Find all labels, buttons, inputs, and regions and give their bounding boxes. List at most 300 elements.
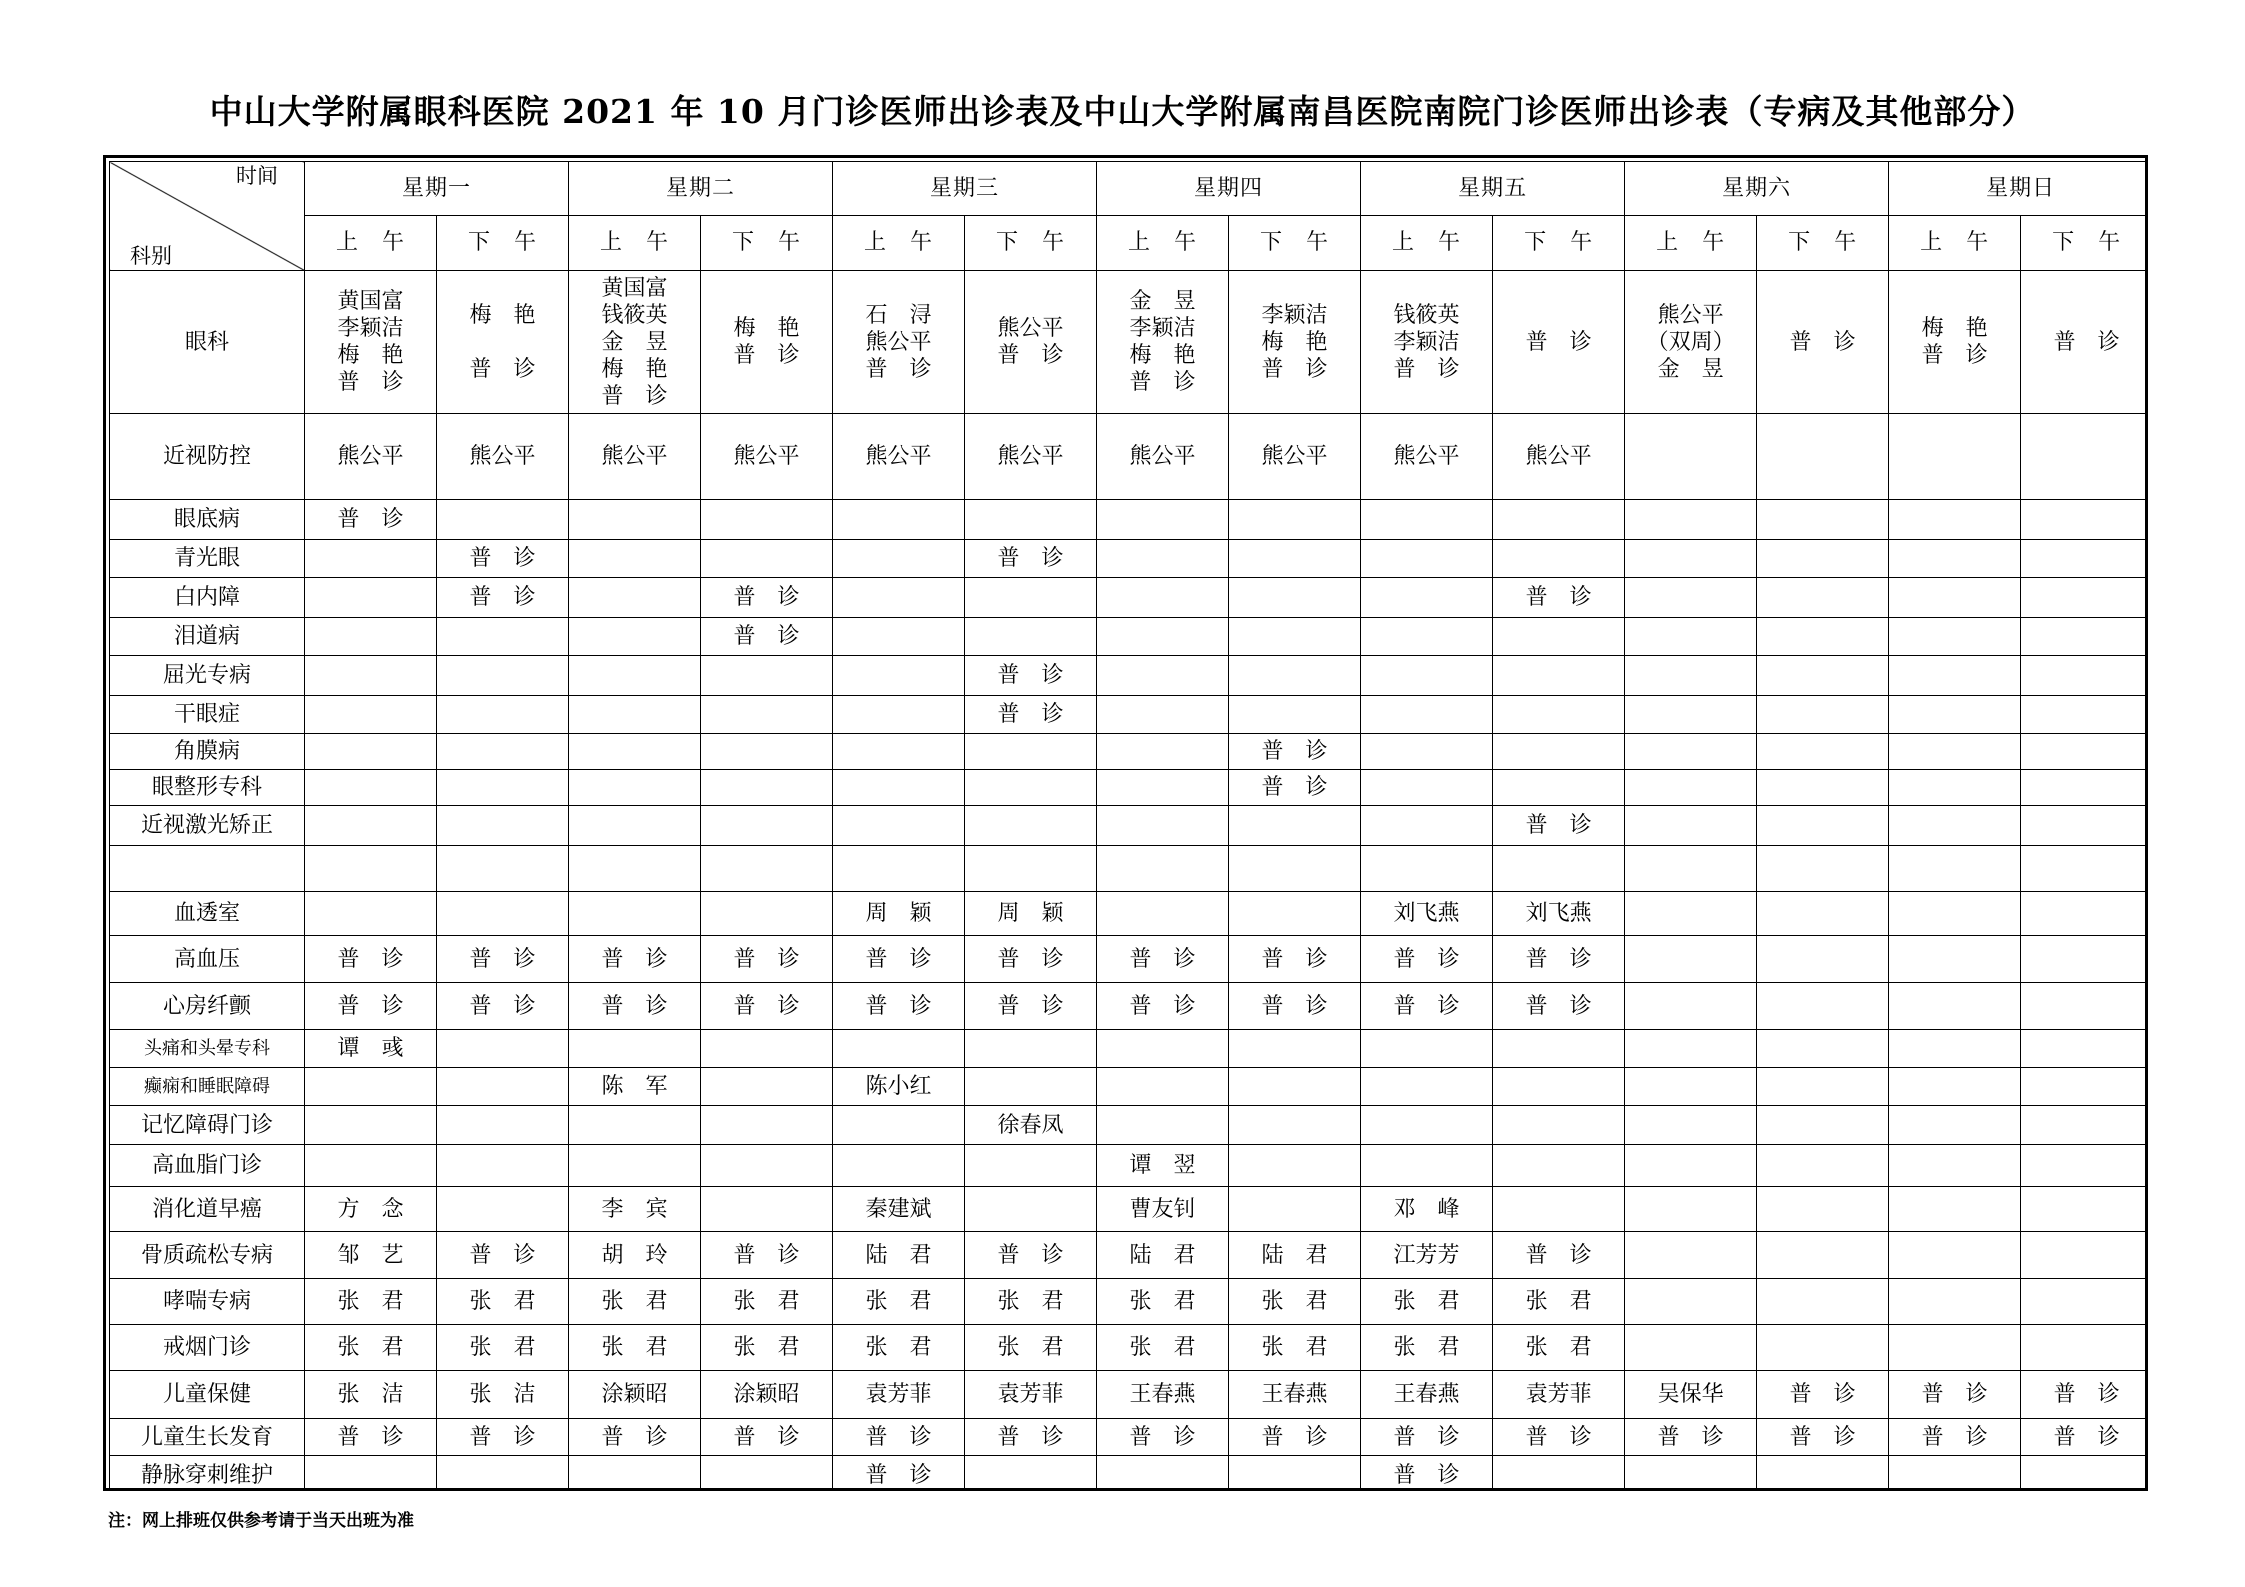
schedule-cell bbox=[1493, 696, 1625, 734]
department-label: 眼底病 bbox=[110, 500, 305, 540]
schedule-cell bbox=[1889, 983, 2021, 1030]
schedule-sheet bbox=[103, 155, 2148, 1491]
schedule-cell bbox=[965, 578, 1097, 618]
schedule-cell: 梅 艳 普 诊 bbox=[1889, 271, 2021, 414]
schedule-cell bbox=[965, 770, 1097, 806]
schedule-row bbox=[110, 1325, 2149, 1371]
schedule-cell bbox=[701, 1106, 833, 1145]
schedule-cell: 谭 翌 bbox=[1097, 1145, 1229, 1187]
schedule-cell: 普 诊 bbox=[437, 1419, 569, 1456]
schedule-cell bbox=[1097, 770, 1229, 806]
schedule-cell: 普 诊 bbox=[1889, 1419, 2021, 1456]
schedule-cell bbox=[1229, 1456, 1361, 1492]
schedule-cell bbox=[437, 806, 569, 846]
half-header-pm: 下 午 bbox=[1229, 215, 1361, 270]
schedule-cell bbox=[1757, 618, 1889, 656]
schedule-cell: 普 诊 bbox=[1361, 983, 1493, 1030]
schedule-cell bbox=[1361, 696, 1493, 734]
schedule-cell bbox=[2021, 618, 2148, 656]
schedule-cell bbox=[2021, 1325, 2148, 1371]
schedule-cell bbox=[1625, 540, 1757, 578]
schedule-cell: 江芳芳 bbox=[1361, 1232, 1493, 1279]
schedule-cell: 熊公平 bbox=[305, 414, 437, 500]
schedule-row bbox=[110, 1279, 2149, 1325]
schedule-cell bbox=[2021, 1145, 2148, 1187]
department-label: 血透室 bbox=[110, 892, 305, 936]
department-label: 高血压 bbox=[110, 936, 305, 983]
schedule-row bbox=[110, 500, 2149, 540]
schedule-cell: 普 诊 bbox=[833, 1456, 965, 1492]
schedule-cell bbox=[569, 1106, 701, 1145]
schedule-cell bbox=[1229, 1068, 1361, 1106]
schedule-row bbox=[110, 1068, 2149, 1106]
schedule-cell bbox=[2021, 1187, 2148, 1232]
schedule-row bbox=[110, 1456, 2149, 1492]
schedule-cell bbox=[1097, 734, 1229, 770]
schedule-cell bbox=[1097, 846, 1229, 892]
schedule-cell bbox=[1097, 892, 1229, 936]
schedule-cell bbox=[833, 578, 965, 618]
schedule-cell bbox=[569, 734, 701, 770]
schedule-cell bbox=[1625, 696, 1757, 734]
schedule-cell: 普 诊 bbox=[701, 618, 833, 656]
schedule-cell: 张 君 bbox=[1229, 1279, 1361, 1325]
schedule-row bbox=[110, 656, 2149, 696]
schedule-cell bbox=[305, 578, 437, 618]
department-label: 角膜病 bbox=[110, 734, 305, 770]
schedule-cell: 涂颖昭 bbox=[701, 1371, 833, 1419]
schedule-cell: 周 颖 bbox=[833, 892, 965, 936]
schedule-row bbox=[110, 1371, 2149, 1419]
department-label: 高血脂门诊 bbox=[110, 1145, 305, 1187]
schedule-cell: 邹 艺 bbox=[305, 1232, 437, 1279]
schedule-cell bbox=[1361, 1145, 1493, 1187]
schedule-cell: 普 诊 bbox=[965, 656, 1097, 696]
department-label: 儿童保健 bbox=[110, 1371, 305, 1419]
schedule-cell bbox=[1625, 1456, 1757, 1492]
schedule-cell bbox=[1757, 1068, 1889, 1106]
schedule-cell: 张 君 bbox=[1493, 1279, 1625, 1325]
schedule-cell bbox=[1889, 696, 2021, 734]
schedule-cell: 普 诊 bbox=[569, 1419, 701, 1456]
schedule-cell: 普 诊 bbox=[1361, 1456, 1493, 1492]
schedule-cell bbox=[833, 806, 965, 846]
schedule-cell bbox=[701, 1145, 833, 1187]
department-label: 眼科 bbox=[110, 271, 305, 414]
schedule-cell bbox=[1229, 1030, 1361, 1068]
schedule-cell bbox=[569, 696, 701, 734]
schedule-cell bbox=[1097, 1068, 1229, 1106]
schedule-cell bbox=[1493, 656, 1625, 696]
schedule-cell bbox=[437, 1030, 569, 1068]
schedule-cell bbox=[1757, 936, 1889, 983]
schedule-cell bbox=[965, 618, 1097, 656]
schedule-cell bbox=[965, 1145, 1097, 1187]
schedule-cell bbox=[833, 846, 965, 892]
schedule-cell bbox=[437, 1106, 569, 1145]
schedule-cell bbox=[1493, 618, 1625, 656]
half-header-pm: 下 午 bbox=[701, 215, 833, 270]
schedule-cell bbox=[1757, 846, 1889, 892]
schedule-cell: 普 诊 bbox=[701, 1419, 833, 1456]
schedule-cell: 普 诊 bbox=[1229, 936, 1361, 983]
schedule-row bbox=[110, 983, 2149, 1030]
schedule-cell bbox=[965, 846, 1097, 892]
schedule-cell: 吴保华 bbox=[1625, 1371, 1757, 1419]
schedule-cell bbox=[701, 696, 833, 734]
schedule-cell bbox=[1757, 1106, 1889, 1145]
schedule-cell: 张 洁 bbox=[437, 1371, 569, 1419]
department-label: 儿童生长发育 bbox=[110, 1419, 305, 1456]
schedule-cell bbox=[1889, 1068, 2021, 1106]
department-label: 眼整形专科 bbox=[110, 770, 305, 806]
half-header-am: 上 午 bbox=[1361, 215, 1493, 270]
schedule-cell bbox=[437, 734, 569, 770]
schedule-cell: 普 诊 bbox=[1493, 806, 1625, 846]
schedule-cell bbox=[569, 806, 701, 846]
schedule-cell bbox=[701, 540, 833, 578]
schedule-cell bbox=[305, 846, 437, 892]
page-title: 中山大学附属眼科医院 2021 年 10 月门诊医师出诊表及中山大学附属南昌医院南院门诊医师出诊表（专病及其他部分） bbox=[209, 92, 2036, 131]
schedule-cell bbox=[1757, 1279, 1889, 1325]
schedule-cell bbox=[701, 656, 833, 696]
schedule-cell bbox=[1361, 618, 1493, 656]
schedule-cell bbox=[1625, 892, 1757, 936]
schedule-cell bbox=[1889, 1279, 2021, 1325]
schedule-cell bbox=[1625, 414, 1757, 500]
schedule-row bbox=[110, 271, 2149, 414]
schedule-cell bbox=[437, 696, 569, 734]
schedule-cell bbox=[1889, 806, 2021, 846]
schedule-cell bbox=[1361, 540, 1493, 578]
schedule-cell bbox=[1889, 846, 2021, 892]
schedule-cell: 陈 军 bbox=[569, 1068, 701, 1106]
half-header-pm: 下 午 bbox=[1757, 215, 1889, 270]
day-header-thu: 星期四 bbox=[1097, 162, 1361, 216]
schedule-cell: 普 诊 bbox=[833, 1419, 965, 1456]
schedule-cell: 普 诊 bbox=[1097, 936, 1229, 983]
department-label: 近视激光矫正 bbox=[110, 806, 305, 846]
schedule-cell: 普 诊 bbox=[1229, 734, 1361, 770]
schedule-cell bbox=[1361, 1030, 1493, 1068]
schedule-cell bbox=[1493, 1456, 1625, 1492]
schedule-cell bbox=[569, 770, 701, 806]
department-label: 癫痫和睡眠障碍 bbox=[110, 1068, 305, 1106]
schedule-cell: 普 诊 bbox=[1097, 983, 1229, 1030]
schedule-table bbox=[109, 161, 2148, 1491]
schedule-cell: 普 诊 bbox=[1889, 1371, 2021, 1419]
schedule-cell bbox=[965, 500, 1097, 540]
schedule-cell: 袁芳菲 bbox=[1493, 1371, 1625, 1419]
department-label: 心房纤颤 bbox=[110, 983, 305, 1030]
schedule-cell: 熊公平 bbox=[965, 414, 1097, 500]
schedule-cell: 普 诊 bbox=[1493, 936, 1625, 983]
schedule-cell bbox=[1889, 500, 2021, 540]
schedule-cell bbox=[1229, 540, 1361, 578]
header-corner bbox=[110, 162, 305, 271]
schedule-cell: 熊公平 bbox=[701, 414, 833, 500]
schedule-cell bbox=[1493, 540, 1625, 578]
schedule-cell bbox=[1889, 770, 2021, 806]
schedule-cell bbox=[2021, 500, 2148, 540]
schedule-cell: 石 浔 熊公平 普 诊 bbox=[833, 271, 965, 414]
half-header-pm: 下 午 bbox=[2021, 215, 2148, 270]
schedule-cell: 普 诊 bbox=[701, 1232, 833, 1279]
schedule-cell: 普 诊 bbox=[1625, 1419, 1757, 1456]
department-label: 头痛和头晕专科 bbox=[110, 1030, 305, 1068]
schedule-cell: 普 诊 bbox=[1493, 578, 1625, 618]
schedule-cell: 袁芳菲 bbox=[965, 1371, 1097, 1419]
schedule-cell: 张 君 bbox=[1361, 1279, 1493, 1325]
schedule-cell bbox=[701, 1456, 833, 1492]
schedule-cell bbox=[2021, 1106, 2148, 1145]
schedule-cell bbox=[833, 656, 965, 696]
schedule-cell bbox=[1229, 806, 1361, 846]
schedule-cell bbox=[1757, 414, 1889, 500]
schedule-cell: 普 诊 bbox=[305, 983, 437, 1030]
department-label: 干眼症 bbox=[110, 696, 305, 734]
schedule-cell bbox=[2021, 1232, 2148, 1279]
schedule-cell: 熊公平 bbox=[569, 414, 701, 500]
schedule-cell bbox=[1229, 846, 1361, 892]
schedule-cell: 普 诊 bbox=[1229, 1419, 1361, 1456]
schedule-row bbox=[110, 578, 2149, 618]
schedule-cell bbox=[1229, 578, 1361, 618]
schedule-cell: 梅 艳 普 诊 bbox=[701, 271, 833, 414]
schedule-cell bbox=[1757, 1325, 1889, 1371]
schedule-cell bbox=[701, 1068, 833, 1106]
schedule-cell bbox=[1229, 892, 1361, 936]
schedule-cell: 普 诊 bbox=[965, 696, 1097, 734]
schedule-cell: 普 诊 bbox=[437, 936, 569, 983]
schedule-row bbox=[110, 696, 2149, 734]
schedule-cell bbox=[833, 500, 965, 540]
schedule-cell: 普 诊 bbox=[2021, 1371, 2148, 1419]
half-header-am: 上 午 bbox=[1889, 215, 2021, 270]
schedule-cell: 张 君 bbox=[437, 1325, 569, 1371]
schedule-cell bbox=[1625, 500, 1757, 540]
schedule-cell bbox=[1361, 500, 1493, 540]
schedule-cell bbox=[1493, 1030, 1625, 1068]
schedule-cell bbox=[305, 696, 437, 734]
department-label: 白内障 bbox=[110, 578, 305, 618]
schedule-cell bbox=[1889, 734, 2021, 770]
schedule-cell: 普 诊 bbox=[833, 936, 965, 983]
schedule-cell bbox=[437, 892, 569, 936]
schedule-row bbox=[110, 936, 2149, 983]
schedule-cell bbox=[1889, 618, 2021, 656]
schedule-cell bbox=[2021, 696, 2148, 734]
schedule-cell bbox=[1757, 983, 1889, 1030]
schedule-cell bbox=[1229, 1106, 1361, 1145]
schedule-cell bbox=[701, 806, 833, 846]
schedule-cell bbox=[1889, 936, 2021, 983]
schedule-cell: 张 君 bbox=[1493, 1325, 1625, 1371]
schedule-cell bbox=[701, 846, 833, 892]
department-label: 屈光专病 bbox=[110, 656, 305, 696]
footnote: 注：网上排班仅供参考请于当天出班为准 bbox=[108, 1511, 414, 1531]
schedule-cell bbox=[1757, 1187, 1889, 1232]
schedule-cell bbox=[305, 1456, 437, 1492]
schedule-cell bbox=[1229, 618, 1361, 656]
half-header-pm: 下 午 bbox=[965, 215, 1097, 270]
schedule-row bbox=[110, 1419, 2149, 1456]
time-label: 时间 bbox=[236, 164, 278, 188]
schedule-cell: 普 诊 bbox=[305, 1419, 437, 1456]
schedule-cell: 黄国富 李颖洁 梅 艳 普 诊 bbox=[305, 271, 437, 414]
schedule-cell: 陆 君 bbox=[1097, 1232, 1229, 1279]
schedule-cell bbox=[1229, 500, 1361, 540]
schedule-cell: 普 诊 bbox=[437, 540, 569, 578]
schedule-cell bbox=[569, 578, 701, 618]
half-header-am: 上 午 bbox=[569, 215, 701, 270]
schedule-cell bbox=[1229, 1145, 1361, 1187]
schedule-cell bbox=[1757, 734, 1889, 770]
schedule-cell: 张 君 bbox=[569, 1279, 701, 1325]
schedule-row bbox=[110, 1145, 2149, 1187]
schedule-cell bbox=[437, 846, 569, 892]
schedule-cell bbox=[569, 892, 701, 936]
schedule-cell: 熊公平 bbox=[1097, 414, 1229, 500]
half-header-pm: 下 午 bbox=[437, 215, 569, 270]
schedule-cell bbox=[1097, 578, 1229, 618]
schedule-cell: 曹友钊 bbox=[1097, 1187, 1229, 1232]
schedule-cell: 钱筱英 李颖洁 普 诊 bbox=[1361, 271, 1493, 414]
schedule-cell bbox=[1757, 578, 1889, 618]
schedule-cell bbox=[1097, 1030, 1229, 1068]
schedule-cell bbox=[1229, 696, 1361, 734]
schedule-cell: 普 诊 bbox=[1361, 936, 1493, 983]
schedule-cell: 张 君 bbox=[1361, 1325, 1493, 1371]
schedule-cell bbox=[1097, 656, 1229, 696]
schedule-cell: 普 诊 bbox=[437, 983, 569, 1030]
schedule-cell: 张 君 bbox=[701, 1325, 833, 1371]
schedule-cell bbox=[1625, 1106, 1757, 1145]
schedule-row bbox=[110, 734, 2149, 770]
schedule-cell: 普 诊 bbox=[2021, 271, 2148, 414]
day-header-wed: 星期三 bbox=[833, 162, 1097, 216]
schedule-cell bbox=[2021, 540, 2148, 578]
schedule-cell bbox=[1757, 500, 1889, 540]
department-label: 消化道早癌 bbox=[110, 1187, 305, 1232]
schedule-row bbox=[110, 846, 2149, 892]
department-label bbox=[110, 846, 305, 892]
schedule-cell bbox=[1889, 1030, 2021, 1068]
schedule-cell: 李 宾 bbox=[569, 1187, 701, 1232]
schedule-cell: 陈小红 bbox=[833, 1068, 965, 1106]
schedule-cell: 张 君 bbox=[1097, 1325, 1229, 1371]
schedule-row bbox=[110, 1232, 2149, 1279]
schedule-cell: 张 君 bbox=[833, 1325, 965, 1371]
schedule-cell: 胡 玲 bbox=[569, 1232, 701, 1279]
schedule-cell bbox=[1625, 983, 1757, 1030]
schedule-cell bbox=[965, 734, 1097, 770]
schedule-cell: 张 君 bbox=[701, 1279, 833, 1325]
schedule-cell bbox=[437, 656, 569, 696]
schedule-cell: 普 诊 bbox=[965, 936, 1097, 983]
schedule-cell bbox=[965, 1456, 1097, 1492]
schedule-row bbox=[110, 770, 2149, 806]
schedule-cell bbox=[701, 734, 833, 770]
schedule-cell bbox=[1361, 656, 1493, 696]
schedule-cell bbox=[1625, 1068, 1757, 1106]
schedule-cell bbox=[1757, 696, 1889, 734]
schedule-cell: 普 诊 bbox=[1361, 1419, 1493, 1456]
schedule-cell: 普 诊 bbox=[701, 936, 833, 983]
schedule-cell bbox=[1625, 1030, 1757, 1068]
schedule-cell bbox=[701, 500, 833, 540]
schedule-row bbox=[110, 540, 2149, 578]
schedule-cell bbox=[2021, 1279, 2148, 1325]
schedule-cell bbox=[569, 618, 701, 656]
schedule-cell: 梅 艳 普 诊 bbox=[437, 271, 569, 414]
schedule-cell bbox=[569, 656, 701, 696]
schedule-cell: 熊公平 bbox=[437, 414, 569, 500]
schedule-cell bbox=[1625, 578, 1757, 618]
schedule-cell bbox=[437, 770, 569, 806]
day-header-fri: 星期五 bbox=[1361, 162, 1625, 216]
schedule-cell: 熊公平 bbox=[1229, 414, 1361, 500]
schedule-cell bbox=[1493, 1106, 1625, 1145]
schedule-cell: 普 诊 bbox=[1493, 1232, 1625, 1279]
schedule-cell bbox=[701, 770, 833, 806]
schedule-cell bbox=[437, 1187, 569, 1232]
schedule-cell bbox=[305, 1106, 437, 1145]
schedule-cell: 刘飞燕 bbox=[1361, 892, 1493, 936]
schedule-row bbox=[110, 1187, 2149, 1232]
schedule-cell bbox=[1889, 414, 2021, 500]
schedule-cell: 普 诊 bbox=[965, 983, 1097, 1030]
schedule-row bbox=[110, 1030, 2149, 1068]
schedule-cell bbox=[2021, 892, 2148, 936]
schedule-cell bbox=[701, 892, 833, 936]
schedule-cell bbox=[1889, 1187, 2021, 1232]
schedule-cell bbox=[305, 770, 437, 806]
header-day-row bbox=[110, 162, 2149, 216]
schedule-cell: 李颖洁 梅 艳 普 诊 bbox=[1229, 271, 1361, 414]
schedule-cell bbox=[437, 500, 569, 540]
schedule-cell bbox=[1889, 656, 2021, 696]
schedule-cell: 陆 君 bbox=[1229, 1232, 1361, 1279]
schedule-cell: 熊公平 （双周） 金 昱 bbox=[1625, 271, 1757, 414]
schedule-row bbox=[110, 618, 2149, 656]
schedule-row bbox=[110, 1106, 2149, 1145]
schedule-cell: 普 诊 bbox=[305, 500, 437, 540]
schedule-cell: 金 昱 李颖洁 梅 艳 普 诊 bbox=[1097, 271, 1229, 414]
schedule-cell bbox=[569, 540, 701, 578]
day-header-tue: 星期二 bbox=[569, 162, 833, 216]
schedule-cell: 普 诊 bbox=[965, 1232, 1097, 1279]
schedule-cell bbox=[965, 806, 1097, 846]
schedule-cell bbox=[701, 1187, 833, 1232]
schedule-cell: 普 诊 bbox=[569, 983, 701, 1030]
schedule-cell bbox=[1625, 846, 1757, 892]
department-label: 近视防控 bbox=[110, 414, 305, 500]
schedule-cell: 张 君 bbox=[1097, 1279, 1229, 1325]
schedule-cell bbox=[1097, 540, 1229, 578]
schedule-cell bbox=[305, 1068, 437, 1106]
schedule-cell bbox=[1493, 1145, 1625, 1187]
schedule-cell bbox=[1757, 892, 1889, 936]
schedule-cell bbox=[1757, 806, 1889, 846]
schedule-cell: 谭 彧 bbox=[305, 1030, 437, 1068]
schedule-cell bbox=[1757, 1030, 1889, 1068]
schedule-cell bbox=[1229, 656, 1361, 696]
schedule-cell bbox=[1625, 618, 1757, 656]
schedule-cell bbox=[1097, 1106, 1229, 1145]
schedule-cell bbox=[1889, 1456, 2021, 1492]
schedule-cell bbox=[305, 540, 437, 578]
